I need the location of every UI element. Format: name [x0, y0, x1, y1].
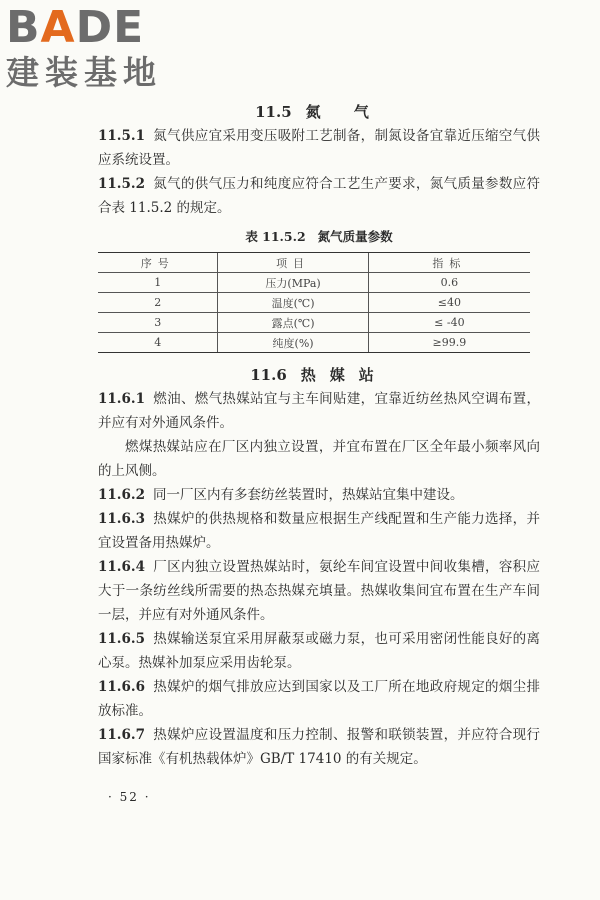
- cell-item: 露点(℃): [218, 313, 368, 333]
- page-content: [98, 100, 540, 771]
- page-number: · 52 ·: [108, 790, 151, 804]
- table-row: [98, 313, 530, 333]
- table-header-row: [98, 253, 530, 273]
- cell-value: 0.6: [368, 273, 530, 293]
- nitrogen-parameters-table: [98, 252, 530, 353]
- cell-no: 3: [98, 313, 218, 333]
- cell-value: ≥99.9: [368, 333, 530, 353]
- table-row: [98, 273, 530, 293]
- clause-11-5-2: 11.5.2 氮气的供气压力和纯度应符合工艺生产要求，氮气质量参数应符合表 11.5.2 的规定。: [98, 176, 540, 216]
- header-no: 序号: [98, 253, 218, 273]
- cell-no: 2: [98, 293, 218, 313]
- watermark-logo: [6, 4, 186, 92]
- clause-11-6-4: 11.6.4 厂区内独立设置热媒站时，氨纶车间宜设置中间收集槽，容积应大于一条纺丝线所需要的热态热媒充填量。热媒收集间宜布置在生产车间一层，并应有对外通风条件。: [98, 559, 540, 623]
- cell-item: 纯度(%): [218, 333, 368, 353]
- logo-text-cn: 建装基地: [6, 53, 162, 92]
- cell-no: 1: [98, 273, 218, 293]
- table-caption: 表 11.5.2 氮气质量参数: [245, 229, 393, 244]
- clause-11-6-2: 11.6.2 同一厂区内有多套纺丝装置时，热媒站宜集中建设。: [98, 487, 464, 503]
- table-row: [98, 293, 530, 313]
- clause-11-6-1-extra: 燃煤热媒站应在厂区内独立设置，并宜布置在厂区全年最小频率风向的上风侧。: [98, 439, 540, 479]
- clause-11-5-1: 11.5.1 氮气供应宜采用变压吸附工艺制备，制氮设备宜靠近压缩空气供应系统设置。: [98, 128, 540, 168]
- logo-text-en: BADE: [6, 2, 145, 53]
- cell-value: ≤ -40: [368, 313, 530, 333]
- header-item: 项目: [218, 253, 368, 273]
- clause-11-6-6: 11.6.6 热媒炉的烟气排放应达到国家以及工厂所在地政府规定的烟尘排放标准。: [98, 679, 540, 719]
- cell-item: 温度(℃): [218, 293, 368, 313]
- cell-item: 压力(MPa): [218, 273, 368, 293]
- clause-11-6-1: 11.6.1 燃油、燃气热媒站宜与主车间贴建，宜靠近纺丝热风空调布置，并应有对外通风条件。: [98, 391, 540, 431]
- cell-no: 4: [98, 333, 218, 353]
- section-title-11-5: 11.5 氮 气: [255, 103, 383, 121]
- clause-11-6-3: 11.6.3 热媒炉的供热规格和数量应根据生产线配置和生产能力选择，并宜设置备用热媒炉。: [98, 511, 540, 551]
- cell-value: ≤40: [368, 293, 530, 313]
- clause-11-6-5: 11.6.5 热媒输送泵宜采用屏蔽泵或磁力泵，也可采用密闭性能良好的离心泵。热媒补加泵应采用齿轮泵。: [98, 631, 540, 671]
- section-title-11-6: 11.6 热媒站: [250, 366, 388, 384]
- header-value: 指标: [368, 253, 530, 273]
- clause-11-6-7: 11.6.7 热媒炉应设置温度和压力控制、报警和联锁装置，并应符合现行国家标准《有机热载体炉》GB/T 17410 的有关规定。: [98, 727, 540, 767]
- table-row: [98, 333, 530, 353]
